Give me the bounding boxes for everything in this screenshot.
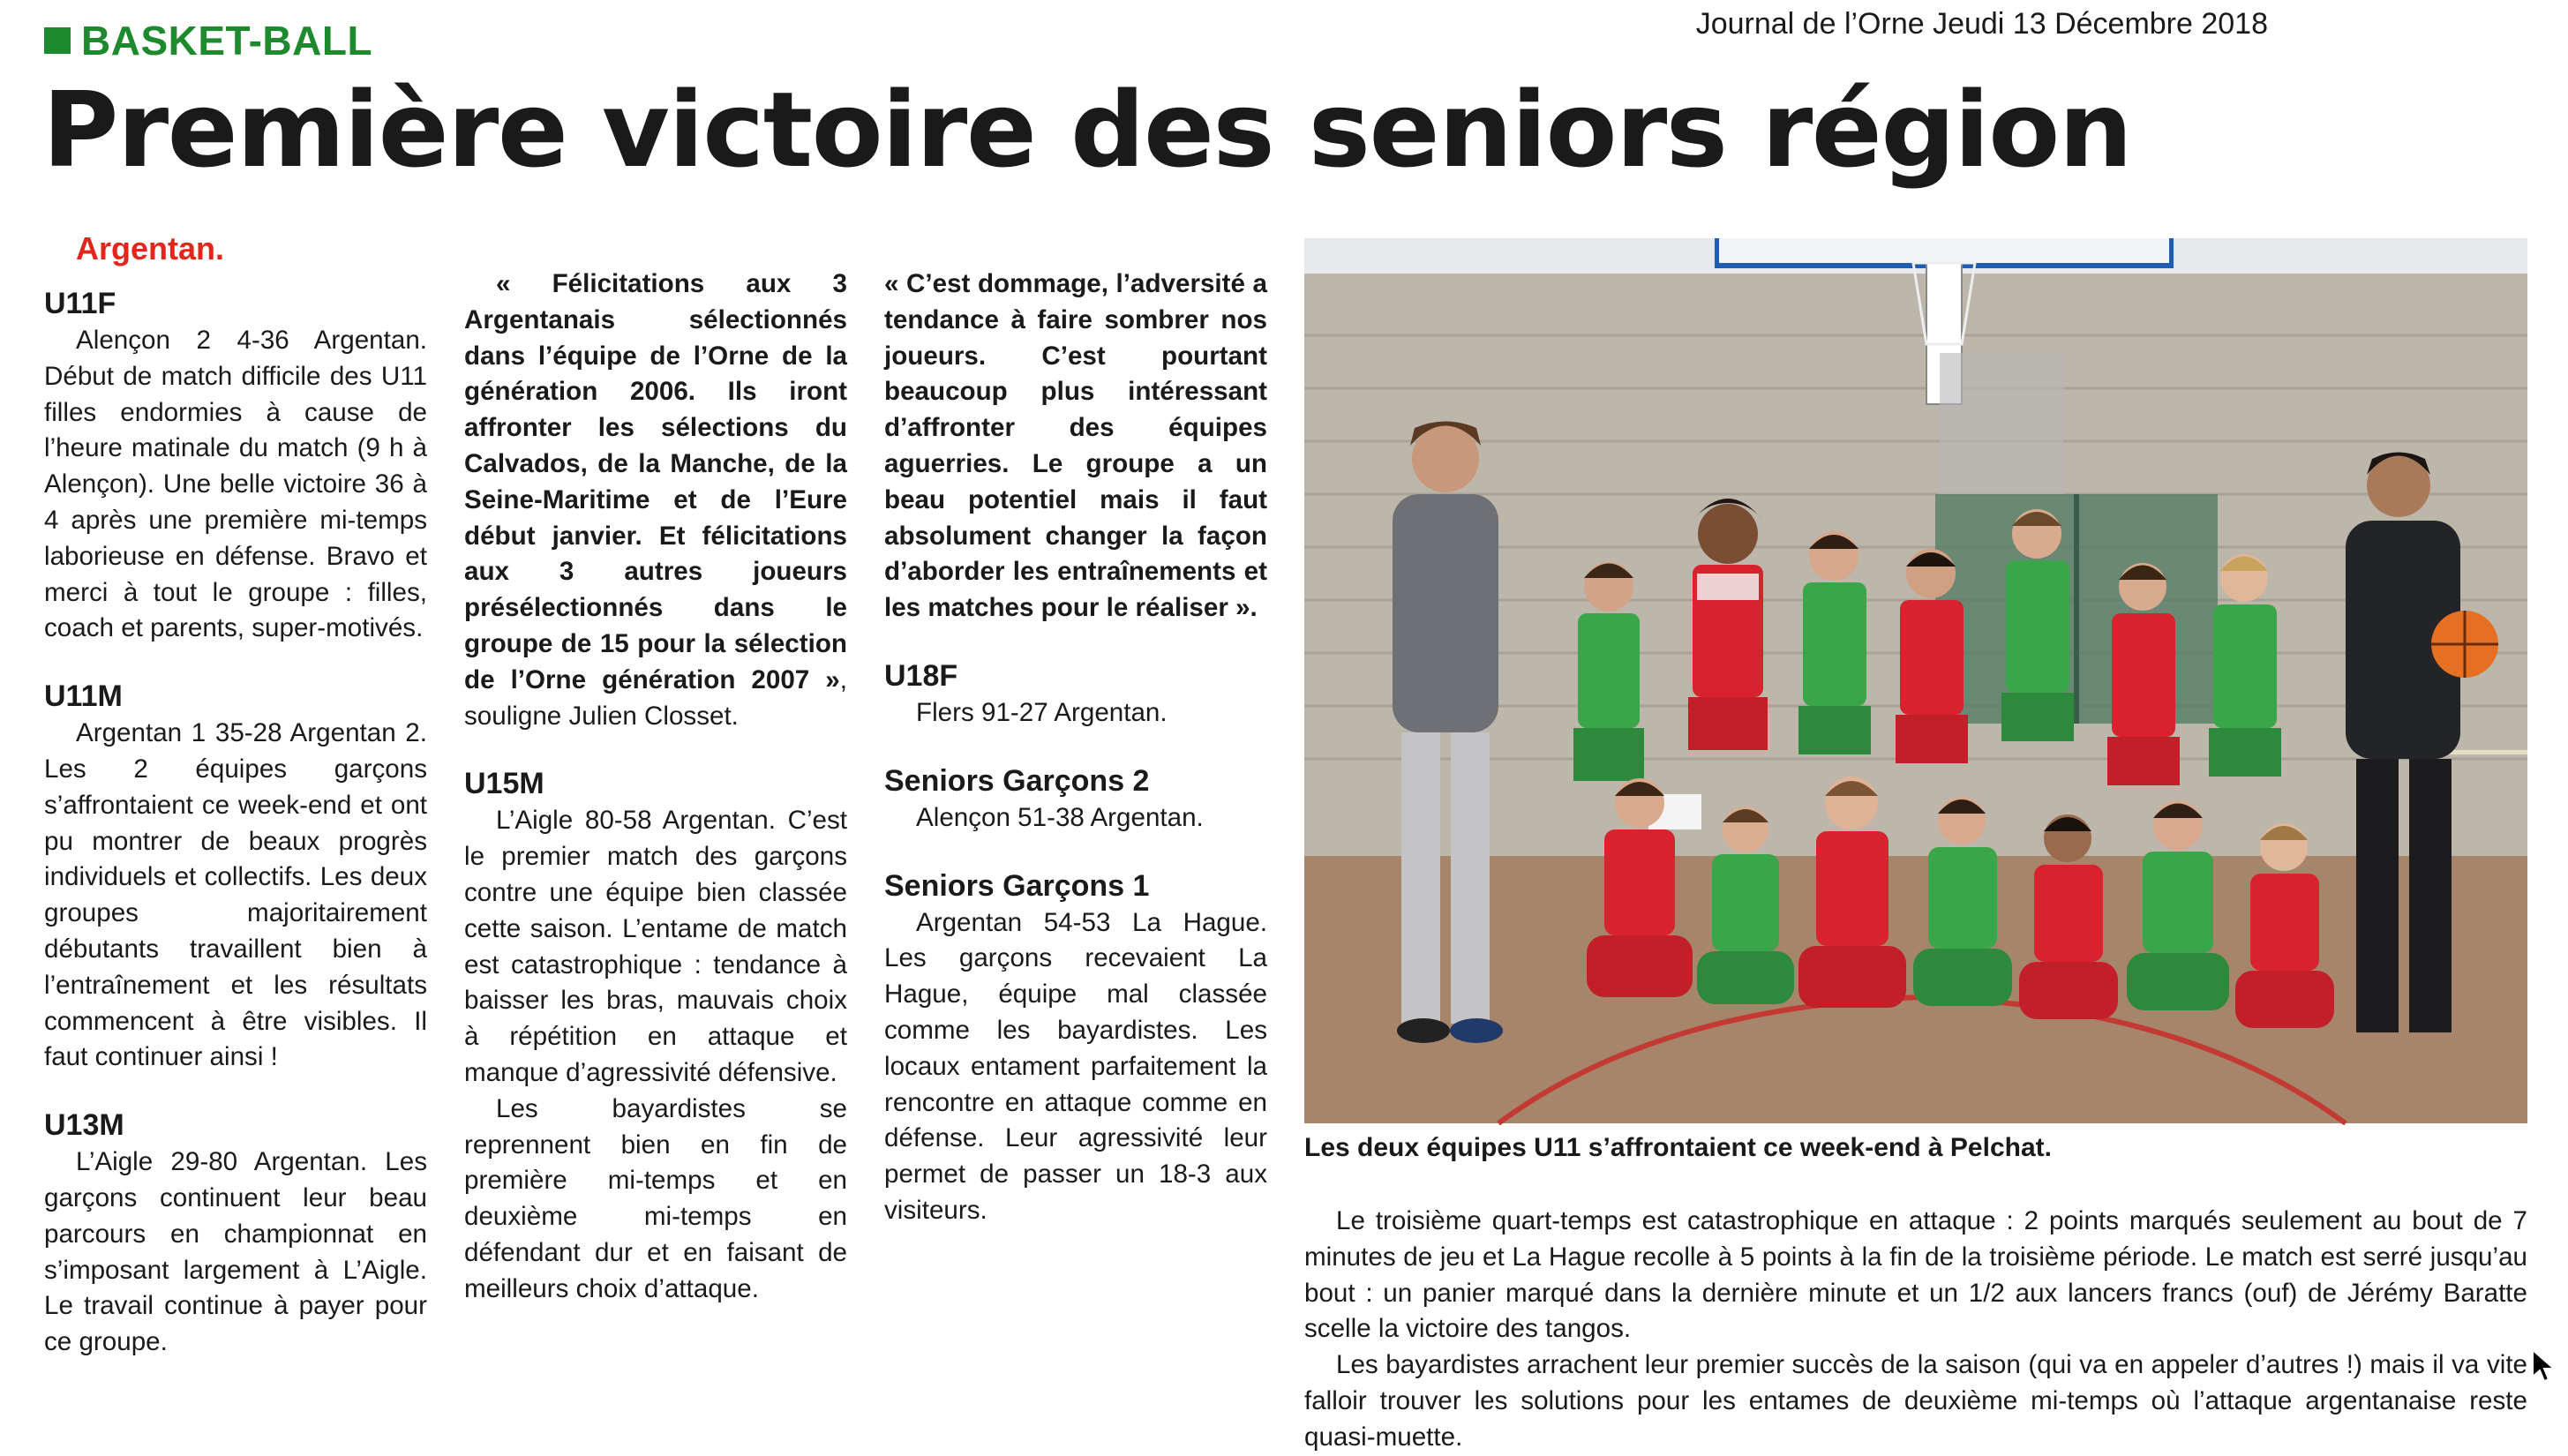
paragraph-u15m-2: Les bayardistes se reprennent bien en fin de première mi-temps et en deuxième mi-temps en défendant dur et en faisant de meilleurs choix d’attaque. [464, 1093, 847, 1303]
heading-sg1: Seniors Garçons 1 [884, 868, 1150, 903]
source-line: Journal de l’Orne Jeudi 13 Décembre 2018 [1695, 7, 2268, 41]
heading-u13m: U13M [44, 1108, 124, 1143]
paragraph-u11f: Alençon 2 4-36 Argentan. Début de match difficile des U11 filles endormies à cause de l’heure matinale du match (9 h à Alençon). Une belle victoire 36 à 4 après une première mi-temps laborieuse en défense. Bravo et merci à tout le groupe : filles, coach et parents, super-motivés. [44, 326, 427, 643]
quote-selection [464, 266, 847, 734]
headline: Première victoire des seniors région [42, 69, 2132, 191]
article-column-2 [464, 266, 847, 1308]
paragraph-u13m: L’Aigle 29-80 Argentan. Les garçons continuent leur beau parcours en championnat en s’imposant largement à L’Aigle. Le travail continue à payer pour ce groupe. [44, 1147, 427, 1357]
paragraph-u11m: Argentan 1 35-28 Argentan 2. Les 2 équipes garçons s’affrontaient ce week-end et ont pu montrer de beaux progrès individuels et collectifs. Les deux groupes majoritairement débutants travaillent bien à l’entraînement et les résultats commencent à être visibles. Il faut continuer ainsi ! [44, 718, 427, 1072]
heading-sg2: Seniors Garçons 2 [884, 763, 1150, 798]
heading-u11m: U11M [44, 679, 123, 714]
section-label: BASKET-BALL [81, 18, 373, 64]
team-photo-illustration [1304, 238, 2527, 1123]
paragraph-sg1-3: Les bayardistes arrachent leur premier succès de la saison (qui va en appeler d’autres !) mais il va vite falloir trouver les solutions pour les entames de deuxième mi-temps où l’attaque argentanaise reste quasi-muette. [1304, 1350, 2527, 1452]
paragraph-sg2: Alençon 51-38 Argentan. [916, 802, 1204, 832]
rubric-square-icon [44, 27, 71, 54]
paragraph-sg1-2: Le troisième quart-temps est catastrophique en attaque : 2 points marqués seulement au bout de 7 minutes de jeu et La Hague recolle à 5 points à la fin de la troisième période. Le match est serré jusqu’au bout : un panier marqué dans la dernière minute et un 1/2 aux lancers francs (ouf) de Jérémy Baratte scelle la victoire des tangos. [1304, 1206, 2527, 1344]
paragraph-u18f: Flers 91-27 Argentan. [916, 697, 1168, 727]
mouse-pointer-icon [2531, 1348, 2557, 1384]
section-rubric [44, 16, 372, 65]
heading-u11f: U11F [44, 287, 116, 320]
paragraph-u15m-1: L’Aigle 80-58 Argentan. C’est le premier match des garçons contre une équipe bien classée cette saison. L’entame de match est catastrophique : tendance à baisser les bras, mauvais choix à répétition en attaque et manque d’agressivité défensive. [464, 806, 847, 1087]
paragraph-sg1-1: Argentan 54-53 La Hague. Les garçons recevaient La Hague, équipe mal classée comme les bayardistes. Les locaux entament parfaitement la rencontre en attaque comme en défense. Leur agressivité leur permet de passer un 18-3 aux visiteurs. [884, 907, 1267, 1225]
article-bottom-row [1304, 1204, 2527, 1452]
article-column-1 [44, 231, 427, 1361]
photo-caption: Les deux équipes U11 s’affrontaient ce week-end à Pelchat. [1304, 1133, 2052, 1162]
heading-u18f: U18F [884, 658, 958, 693]
quote-u15m: « C’est dommage, l’adversité a tendance à faire sombrer nos joueurs. C’est pourtant beaucoup plus intéressant d’affronter des équipes aguerries. Le groupe a un beau potentiel mais il faut absolument changer la façon d’aborder les entraînements et les matches pour le réaliser ». [884, 269, 1267, 623]
quote-selection-text: « Félicitations aux 3 Argentanais sélectionnés dans l’équipe de l’Orne de la génération 2006. Ils iront affronter les sélections du Calvados, de la Manche, de la Seine-Maritime et de l’Eure début janvier. Et félicitations aux 3 autres joueurs présélectionnés dans le groupe de 15 pour la sélection de l’Orne génération 2007 » [464, 269, 847, 694]
article-column-3 [884, 266, 1267, 1229]
team-photo [1304, 238, 2527, 1123]
heading-u15m: U15M [464, 767, 544, 801]
locality-label: Argentan. [76, 230, 225, 266]
quote-selection-attribution: , souligne Julien Closset. [464, 664, 847, 731]
